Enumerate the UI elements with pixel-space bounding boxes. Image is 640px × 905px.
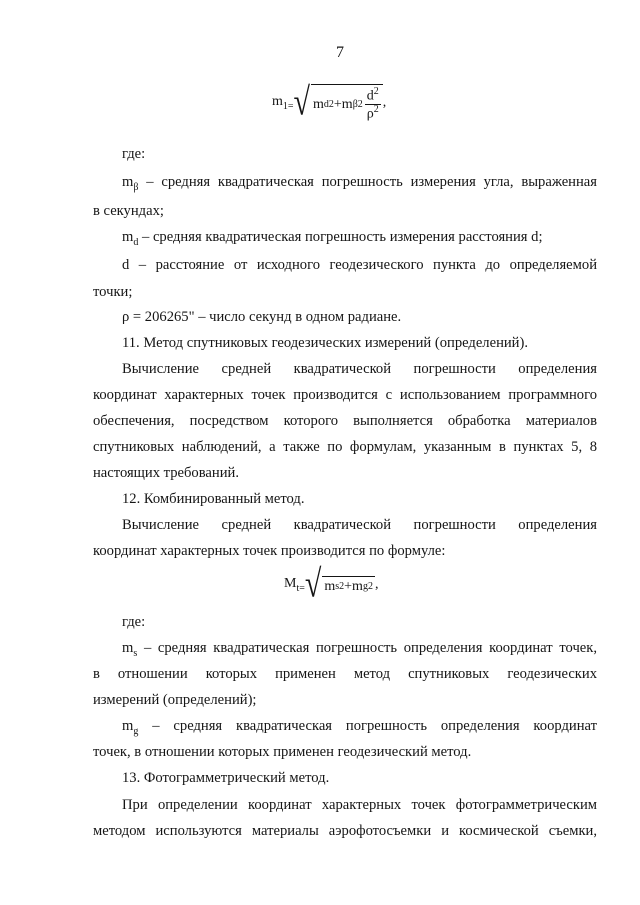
def-d-line2: точки; bbox=[93, 284, 133, 300]
item-13-line: При определении координат характерных точек фотограмметрическим bbox=[122, 797, 597, 813]
formula-m1: $m_{1=}$ √ m d 2 + m β 2 $\frac{d^2}{\rho^2}$ , bbox=[272, 81, 387, 125]
sqrt-sign: √ bbox=[293, 81, 310, 125]
item-12-heading: 12. Комбинированный метод. bbox=[122, 491, 305, 507]
def-m-g-line2: точек, в отношении которых применен геодезический метод. bbox=[93, 744, 472, 760]
item-11-heading: 11. Метод спутниковых геодезических измерений (определений). bbox=[122, 335, 529, 351]
item-11-line: спутниковых наблюдений, а также по формулам, указанным в пунктах 5, 8 bbox=[93, 439, 597, 455]
page-number: 7 bbox=[336, 44, 344, 61]
item-11-line: настоящих требований. bbox=[93, 465, 239, 481]
formula-mt-radicand: m s 2 + m g 2 bbox=[322, 576, 375, 595]
def-rho: ρ = 206265" – число секунд в одном радиане. bbox=[122, 309, 402, 325]
def-m-s-line3: измерений (определений); bbox=[93, 692, 257, 708]
def-m-beta-line1: $m_\beta$ – средняя квадратическая погрешность измерения угла, выраженная bbox=[122, 174, 597, 193]
item-11-line: Вычисление средней квадратической погрешности определения bbox=[122, 361, 597, 377]
def-m-s-line1: $m_s$ – средняя квадратическая погрешность определения координат точек, bbox=[122, 640, 597, 659]
item-13-line: методом используются материалы аэрофотосъемки и космической съемки, bbox=[93, 823, 597, 839]
item-13-heading: 13. Фотограмметрический метод. bbox=[122, 770, 330, 786]
item-12-line: Вычисление средней квадратической погрешности определения bbox=[122, 517, 597, 533]
formula-m1-lhs: $m_{1=}$ bbox=[272, 94, 294, 113]
def-d-line1: d – расстояние от исходного геодезического пункта до определяемой bbox=[122, 257, 597, 273]
sqrt-sign: √ bbox=[304, 562, 322, 606]
def-m-g-line1: $m_g$ – средняя квадратическая погрешность определения координат bbox=[122, 718, 597, 737]
def-m-s-line2: в отношении которых применен метод спутниковых геодезических bbox=[93, 666, 597, 682]
def-m-d: $m_d$ – средняя квадратическая погрешность измерения расстояния d; bbox=[122, 229, 543, 248]
where-label-2: где: bbox=[122, 614, 146, 630]
formula-mt: $M_{t=}$ √ m s 2 + m g 2 , bbox=[284, 562, 379, 606]
item-11-line: координат характерных точек производится с использованием программного bbox=[93, 387, 597, 403]
formula-m1-fraction: $\frac{d^2}{\rho^2}$ bbox=[366, 86, 379, 122]
formula-m1-radicand: m d 2 + m β 2 $\frac{d^2}{\rho^2}$ bbox=[311, 84, 383, 123]
where-label-1: где: bbox=[122, 146, 146, 162]
item-11-line: обеспечения, посредством которого выполняется обработка материалов bbox=[93, 413, 597, 429]
item-12-line: координат характерных точек производится по формуле: bbox=[93, 543, 446, 559]
def-m-beta-line2: в секундах; bbox=[93, 203, 164, 219]
formula-mt-lhs: $M_{t=}$ bbox=[284, 576, 305, 594]
